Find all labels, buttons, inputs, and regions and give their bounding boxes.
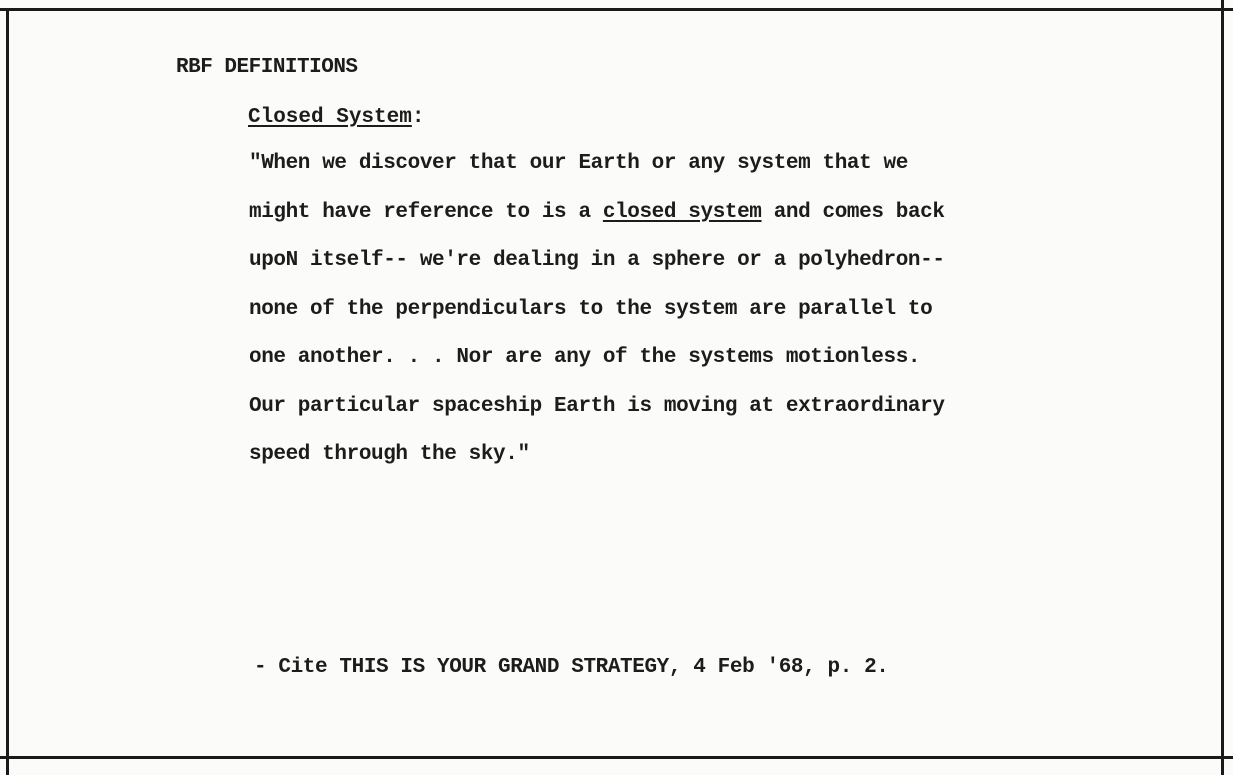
quote-line-after: and comes back xyxy=(761,200,945,224)
definition-quote xyxy=(249,148,1149,488)
quote-line: Our particular spaceship Earth is moving at extraordinary xyxy=(249,394,945,418)
quote-line: "When we discover that our Earth or any system that we xyxy=(249,152,908,175)
card-left-border xyxy=(6,8,9,775)
definition-term xyxy=(248,106,424,129)
term-suffix: : xyxy=(411,106,425,129)
quote-line: upoN itself-- we're dealing in a sphere or a polyhedron-- xyxy=(249,249,945,272)
quote-line-before: might have reference to is a xyxy=(249,200,603,224)
quote-line: speed through the sky." xyxy=(249,443,530,466)
quote-line: one another. . . Nor are any of the systems motionless. xyxy=(249,346,921,369)
quote-line xyxy=(249,197,1149,246)
card-bottom-border xyxy=(0,756,1233,759)
term-name: Closed System xyxy=(248,106,412,129)
quote-line: none of the perpendiculars to the system are parallel to xyxy=(249,297,933,321)
card-top-border xyxy=(0,8,1233,11)
card-heading: RBF DEFINITIONS xyxy=(176,56,358,79)
quote-underlined-term: closed system xyxy=(602,200,762,224)
card-right-border xyxy=(1221,0,1224,775)
citation: - Cite THIS IS YOUR GRAND STRATEGY, 4 Feb '68, p. 2. xyxy=(254,656,889,679)
